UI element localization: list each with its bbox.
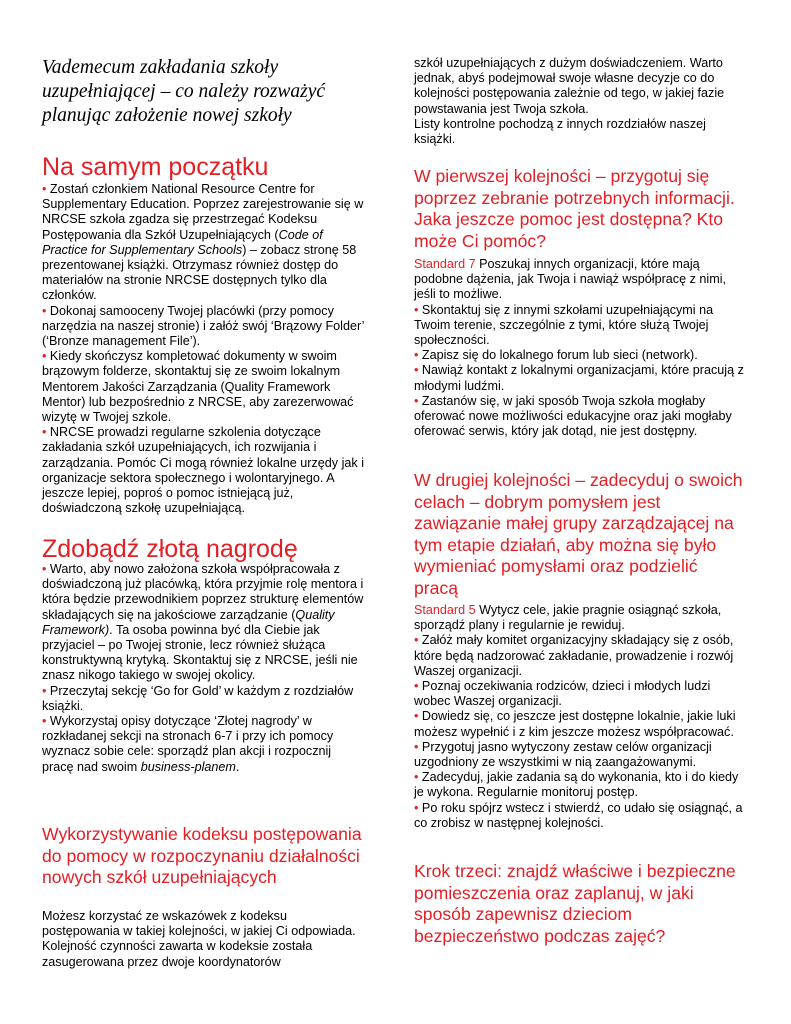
section-heading-code: Wykorzystywanie kodeksu postępowania do pomocy w rozpoczynaniu działalności nowych szkół uzupełniających <box>42 824 362 887</box>
section-body-first-step <box>414 257 744 439</box>
list-item: • Poznaj oczekiwania rodziców, dzieci i młodych ludzi wobec Waszej organizacji. <box>414 679 711 709</box>
section-heading-third-step: Krok trzeci: znajdź właściwe i bezpieczne pomieszczenia oraz zaplanuj, w jaki sposób zapewnisz dzieciom bezpieczeństwo podczas zajęć? <box>414 861 736 946</box>
list-item: • Przeczytaj sekcję ‘Go for Gold’ w każdym z rozdziałów książki. <box>42 683 354 713</box>
section-body-second-step <box>414 603 744 831</box>
list-item: • Warto, aby nowo założona szkoła współpracowała z doświadczoną już placówką, która przyjmie rolę mentora i która będzie przewodnikiem poprzez strukturę elementów składających się na jakościowe zarządzanie (Quality Framework). Ta osoba powinna być dla Ciebie jak przyjaciel – po Twojej stronie, lecz również służąca konstruktywną krytyką. Skontaktuj się z NRCSE, jeśli nie znasz nikogo takiego w swojej okolicy. <box>42 562 364 683</box>
list-item: • Wykorzystaj opisy dotyczące ‘Złotej nagrody’ w rozkładanej sekcji na stronach 6-7 i przy ich pomocy wyznacz sobie cele: sporządź plan akcji i rozpocznij pracę nad swoim business-planem. <box>42 714 334 774</box>
standard-intro: Standard 5 Wytycz cele, jakie pragnie osiągnąć szkoła, sporządź plany i regularnie je rewiduj. <box>414 603 722 633</box>
section-heading-second-step: W drugiej kolejności – zadecyduj o swoich celach – dobrym pomysłem jest zawiązanie małej grupy zarządzającej na tym etapie działań, aby można się było wymieniać pomysłami oraz podzielić pracą <box>414 470 743 598</box>
list-item: • Dokonaj samooceny Twojej placówki (przy pomocy narzędzia na naszej stronie) i załóż swój ‘Brązowy Folder’ (‘Bronze management File’). <box>42 303 364 349</box>
section-heading-first-step: W pierwszej kolejności – przygotuj się poprzez zebranie potrzebnych informacji. Jaka jeszcze pomoc jest dostępna? Kto może Ci pomóc? <box>414 166 735 251</box>
right-continuation: szkół uzupełniających z dużym doświadczeniem. Warto jednak, abyś podejmował swoje własne decyzje co do kolejności postępowania zależnie od tego, w jakiej fazie powstawania jest Twoja szkoła. Listy kontrolne pochodzą z innych rozdziałów naszej książki. <box>414 56 725 147</box>
list-item: • Nawiąż kontakt z lokalnymi organizacjami, które pracują z młodymi ludźmi. <box>414 363 744 393</box>
section-body-code: Możesz korzystać ze wskazówek z kodeksu postępowania w takiej kolejności, w jakiej Ci odpowiada. Kolejność czynności zawarta w kodeksie została zasugerowana przez dwoje koordynatorów <box>42 909 356 969</box>
section-heading-gold: Zdobądź złotą nagrodę <box>42 535 298 563</box>
section-body-beginning <box>42 182 364 516</box>
section-heading-beginning: Na samym początku <box>42 153 269 181</box>
list-item: • NRCSE prowadzi regularne szkolenia dotyczące zakładania szkół uzupełniających, ich rozwijania i zarządzania. Pomóc Ci mogą również lokalne urzędy jak i organizacje sektora społecznego i wolontaryjnego. A jeszcze lepiej, poproś o pomoc istniejącą już, doświadczoną szkołę uzupełniającą. <box>42 425 364 516</box>
list-item: • Załóż mały komitet organizacyjny składający się z osób, które będą nadzorować zakładanie, prowadzenie i rozwój Waszej organizacji. <box>414 633 734 678</box>
list-item: • Kiedy skończysz kompletować dokumenty w swoim brązowym folderze, skontaktuj się ze swoim lokalnym Mentorem Jakości Zarządzania (Quality Framework Mentor) lub bezpośrednio z NRCSE, aby zarezerwować wizytę w Twojej szkole. <box>42 349 354 425</box>
standard-intro: Standard 7 Poszukaj innych organizacji, które mają podobne dążenia, jak Twoja i nawiąż współpracę z nimi, jeśli to możliwe. <box>414 257 726 302</box>
list-item: • Skontaktuj się z innymi szkołami uzupełniającymi na Twoim terenie, szczególnie z tymi, które służą Twojej społeczności. <box>414 302 714 348</box>
list-item: • Dowiedz się, co jeszcze jest dostępne lokalnie, jakie luki możesz wypełnić i z kim jeszcze możesz współpracować. <box>414 709 736 739</box>
list-item: • Zastanów się, w jaki sposób Twoja szkoła mogłaby oferować nowe możliwości edukacyjne oraz jaki mogłaby oferować serwis, który jak dotąd, nie jest dostępny. <box>414 393 732 439</box>
list-item: • Zapisz się do lokalnego forum lub sieci (network). <box>414 348 698 363</box>
document-intro-title: Vademecum zakładania szkoły uzupełniającej – co należy rozważyć planując założenie nowej szkoły <box>42 57 326 126</box>
list-item: • Po roku spójrz wstecz i stwierdź, co udało się osiągnąć, a co zrobisz w następnej kolejności. <box>414 800 743 830</box>
section-body-gold <box>42 562 364 775</box>
list-item: • Zostań członkiem National Resource Centre for Supplementary Education. Poprzez zarejestrowanie się w NRCSE szkoła zgadza się przestrzegać Kodeksu Postępowania dla Szkół Uzupełniających (Code of Practice for Supplementary Schools) – zobacz stronę 58 prezentowanej książki. Otrzymasz również dostęp do materiałów na stronie NRCSE dostępnych tylko dla członków. <box>42 182 364 303</box>
list-item: • Zadecyduj, jakie zadania są do wykonania, kto i do kiedy je wykona. Regularnie monitoruj postęp. <box>414 770 739 800</box>
list-item: • Przygotuj jasno wytyczony zestaw celów organizacji uzgodniony ze wszystkimi w nią zaangażowanymi. <box>414 739 712 770</box>
